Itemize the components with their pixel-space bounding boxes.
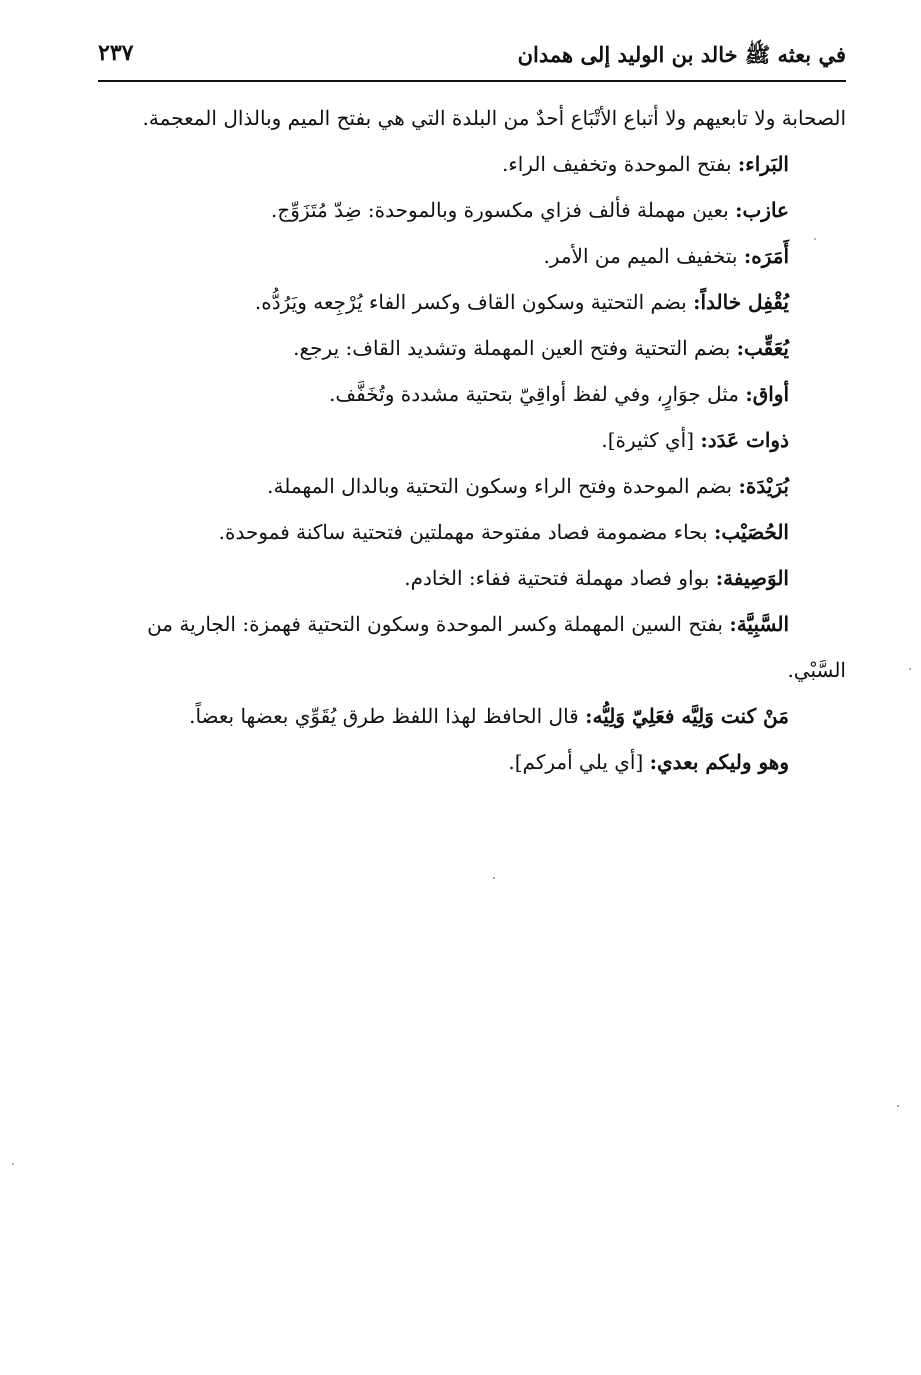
entry-definition: بضم الموحدة وفتح الراء وسكون التحتية وبالدال المهملة. — [267, 474, 739, 498]
paragraph — [98, 187, 846, 233]
scan-speck — [897, 1105, 899, 1107]
header-rule — [98, 80, 846, 82]
entry-term: مَنْ كنت وَلِيَّه فعَلِيّ وَلِيُّه: — [585, 704, 789, 728]
page-number: ٢٣٧ — [98, 40, 134, 66]
entry-term: ذوات عَدَد: — [700, 428, 789, 452]
entry-definition: مثل جوَارٍ، وفي لفظ أواقِيّ بتحتية مشددة وتُخَفَّف. — [329, 382, 746, 406]
paragraph — [98, 141, 846, 187]
entry-term: السَّبِيَّة: — [729, 612, 789, 636]
entry-definition: بضم التحتية وسكون القاف وكسر الفاء يُرْجِعه ويَرُدُّه. — [254, 290, 694, 314]
paragraph-text: الصحابة ولا تابعيهم ولا أتباع الأتْبَاع أحدٌ من البلدة التي هي بفتح الميم وبالذال المعجمة. — [142, 106, 846, 130]
entry-term: أواق: — [745, 382, 789, 406]
paragraph — [98, 601, 846, 693]
entry-term: يُعَقِّب: — [736, 336, 789, 360]
paragraph — [98, 279, 846, 325]
entry-definition: [أي يلي أمركم]. — [508, 750, 650, 774]
entry-definition: بفتح الموحدة وتخفيف الراء. — [501, 152, 738, 176]
page-header — [98, 34, 846, 78]
paragraph — [98, 417, 846, 463]
entry-definition: بتخفيف الميم من الأمر. — [543, 244, 744, 268]
entry-definition: بعين مهملة فألف فزاي مكسورة وبالموحدة: ضِدّ مُتَزَوِّج. — [271, 198, 736, 222]
entry-definition: بحاء مضمومة فصاد مفتوحة مهملتين فتحتية ساكنة فموحدة. — [218, 520, 715, 544]
entry-definition: قال الحافظ لهذا اللفظ طرق يُقَوِّي بعضها بعضاً. — [189, 704, 586, 728]
entry-term: البَراء: — [737, 152, 789, 176]
entry-term: الوَصِيفة: — [715, 566, 789, 590]
entry-term: بُرَيْدَة: — [738, 474, 789, 498]
paragraph — [98, 463, 846, 509]
scan-speck — [909, 668, 911, 670]
paragraph — [98, 693, 846, 739]
entry-term: عازب: — [735, 198, 789, 222]
entry-term: يُقْفِل خالداً: — [693, 290, 789, 314]
entry-definition: بواو فصاد مهملة فتحتية ففاء: الخادم. — [404, 566, 716, 590]
paragraph — [98, 739, 846, 785]
paragraph — [98, 95, 846, 141]
entry-term: وهو وليكم بعدي: — [649, 750, 789, 774]
entry-definition: بفتح السين المهملة وكسر الموحدة وسكون التحتية فهمزة: الجارية من السَّبْي. — [147, 612, 846, 682]
paragraph — [98, 371, 846, 417]
scan-speck — [493, 877, 495, 879]
paragraph — [98, 555, 846, 601]
running-title: في بعثه ﷺ خالد بن الوليد إلى همدان — [517, 42, 846, 67]
entry-term: الحُصَيْب: — [714, 520, 789, 544]
scan-speck — [12, 1163, 14, 1165]
entry-term: أَمَرَه: — [743, 244, 789, 268]
entry-definition: بضم التحتية وفتح العين المهملة وتشديد القاف: يرجع. — [293, 336, 737, 360]
entry-definition: [أي كثيرة]. — [601, 428, 701, 452]
paragraph — [98, 509, 846, 555]
paragraph — [98, 233, 846, 279]
scan-speck — [814, 238, 816, 240]
body-text — [98, 95, 846, 785]
paragraph — [98, 325, 846, 371]
